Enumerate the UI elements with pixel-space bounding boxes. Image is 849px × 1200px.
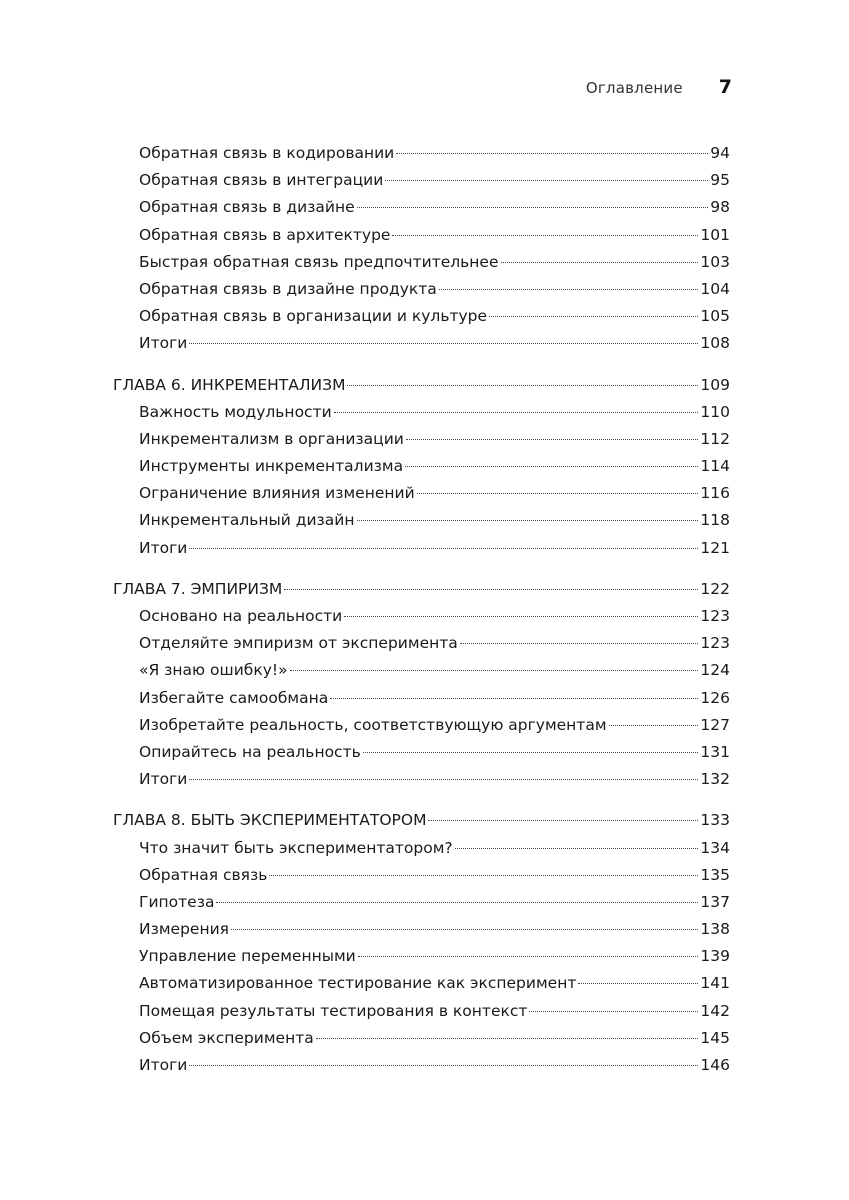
toc-entry-page: 118 xyxy=(700,511,730,530)
toc-entry-page: 126 xyxy=(700,688,730,707)
dot-leader xyxy=(189,548,698,549)
toc-entry-page: 121 xyxy=(700,538,730,557)
toc-entry-page: 146 xyxy=(700,1056,730,1074)
toc-chapter[interactable] xyxy=(113,576,730,603)
toc-entry[interactable] xyxy=(113,766,730,793)
toc-entry-title: Гипотеза xyxy=(139,892,215,911)
dot-leader xyxy=(363,752,699,753)
toc-entry-page: 124 xyxy=(700,661,730,680)
toc-entry-title: Важность модульности xyxy=(139,402,332,421)
toc-entry-page: 141 xyxy=(700,974,730,993)
toc-entry-page: 114 xyxy=(700,457,730,476)
toc-entry[interactable] xyxy=(113,507,730,534)
dot-leader xyxy=(529,1011,698,1012)
toc-entry-page: 131 xyxy=(700,742,730,761)
dot-leader xyxy=(460,643,699,644)
dot-leader xyxy=(231,929,698,930)
running-header-title: Оглавление xyxy=(585,79,683,97)
toc-entry-page: 104 xyxy=(700,279,730,298)
toc-entry[interactable] xyxy=(113,739,730,766)
dot-leader xyxy=(578,983,698,984)
toc-entry-page: 123 xyxy=(700,607,730,625)
dot-leader xyxy=(216,902,698,903)
toc-entry-page: 112 xyxy=(700,429,730,448)
dot-leader xyxy=(344,616,698,617)
toc-entry-title: Автоматизированное тестирование как эксперимент xyxy=(139,974,577,993)
dot-leader xyxy=(501,262,699,263)
toc-entry[interactable] xyxy=(113,167,730,194)
dot-leader xyxy=(417,493,699,494)
toc-entry-page: 137 xyxy=(700,892,730,911)
toc-entry[interactable] xyxy=(113,712,730,739)
dot-leader xyxy=(609,725,699,726)
dot-leader xyxy=(330,698,698,699)
toc-entry[interactable] xyxy=(113,1025,730,1052)
toc-entry[interactable] xyxy=(113,1052,730,1079)
page-number: 7 xyxy=(718,76,732,98)
toc-entry[interactable] xyxy=(113,453,730,480)
toc-entry-page: 139 xyxy=(700,947,730,966)
toc-entry-page: 132 xyxy=(700,770,730,789)
toc-entry-page: 116 xyxy=(700,484,730,503)
toc-entry-title: Инкрементализм в организации xyxy=(139,429,404,448)
toc-chapter-page: 109 xyxy=(700,375,730,394)
toc-entry[interactable] xyxy=(113,916,730,943)
toc-entry-title: Обратная связь в архитектуре xyxy=(139,225,391,244)
toc-entry-title: Обратная связь xyxy=(139,865,268,884)
toc-entry-title: Отделяйте эмпиризм от эксперимента xyxy=(139,634,458,653)
toc-entry-title: Управление переменными xyxy=(139,947,356,966)
toc-entry-title: Итоги xyxy=(139,334,188,353)
toc-entry-page: 94 xyxy=(710,144,730,162)
toc-entry[interactable] xyxy=(113,276,730,303)
toc-entry[interactable] xyxy=(113,399,730,426)
dot-leader xyxy=(385,180,708,181)
toc-entry[interactable] xyxy=(113,685,730,712)
toc-entry-title: Опирайтесь на реальность xyxy=(139,742,361,761)
dot-leader xyxy=(428,820,698,821)
toc-entry-title: Обратная связь в кодировании xyxy=(139,144,395,162)
dot-leader xyxy=(347,385,698,386)
toc-entry[interactable] xyxy=(113,835,730,862)
toc-entry-page: 145 xyxy=(700,1028,730,1047)
toc-entry-title: Что значит быть экспериментатором? xyxy=(139,838,453,857)
toc-entry[interactable] xyxy=(113,249,730,276)
toc-entry-page: 123 xyxy=(700,634,730,653)
toc-chapter-title: ГЛАВА 6. ИНКРЕМЕНТАЛИЗМ xyxy=(113,375,346,394)
toc-entry-title: Обратная связь в организации и культуре xyxy=(139,307,488,326)
toc-entry-page: 135 xyxy=(700,865,730,884)
toc-entry-page: 98 xyxy=(710,198,730,217)
toc-entry[interactable] xyxy=(113,862,730,889)
toc-chapter[interactable] xyxy=(113,807,730,834)
toc-entry-page: 110 xyxy=(700,402,730,421)
dot-leader xyxy=(189,343,698,344)
dot-leader xyxy=(189,779,698,780)
toc-entry-title: Измерения xyxy=(139,920,229,939)
toc-entry-page: 95 xyxy=(710,171,730,190)
dot-leader xyxy=(455,848,699,849)
toc-entry[interactable] xyxy=(113,222,730,249)
toc-entry-title: Основано на реальности xyxy=(139,607,343,625)
dot-leader xyxy=(405,466,698,467)
toc-entry[interactable] xyxy=(113,889,730,916)
toc-entry-page: 134 xyxy=(700,838,730,857)
toc-entry-page: 138 xyxy=(700,920,730,939)
dot-leader xyxy=(357,207,709,208)
dot-leader xyxy=(406,439,699,440)
toc-entry[interactable] xyxy=(113,630,730,657)
dot-leader xyxy=(290,670,699,671)
toc-entry-title: Итоги xyxy=(139,538,188,557)
toc-entry-page: 127 xyxy=(700,715,730,734)
toc-entry-page: 103 xyxy=(700,252,730,271)
toc-entry-title: Избегайте самообмана xyxy=(139,688,329,707)
toc-entry-page: 142 xyxy=(700,1001,730,1020)
dot-leader xyxy=(489,316,698,317)
dot-leader xyxy=(392,235,698,236)
toc-entry-page: 105 xyxy=(700,307,730,326)
toc-entry[interactable] xyxy=(113,426,730,453)
dot-leader xyxy=(396,153,708,154)
toc-entry[interactable] xyxy=(113,970,730,997)
dot-leader xyxy=(284,589,698,590)
toc-entry[interactable] xyxy=(113,330,730,357)
toc-entry[interactable] xyxy=(113,480,730,507)
toc-entry-title: Ограничение влияния изменений xyxy=(139,484,415,503)
dot-leader xyxy=(357,520,699,521)
toc-entry[interactable] xyxy=(113,657,730,684)
toc-entry-title: Изобретайте реальность, соответствующую аргументам xyxy=(139,715,607,734)
toc-entry[interactable] xyxy=(113,998,730,1025)
toc-entry-title: Обратная связь в дизайне продукта xyxy=(139,279,437,298)
dot-leader xyxy=(358,956,699,957)
toc-entry-page: 108 xyxy=(700,334,730,353)
toc-chapter[interactable] xyxy=(113,372,730,399)
toc-entry-title: «Я знаю ошибку!» xyxy=(139,661,288,680)
running-header xyxy=(586,76,732,98)
toc-entry-title: Помещая результаты тестирования в контекст xyxy=(139,1001,528,1020)
toc-entry-page: 101 xyxy=(700,225,730,244)
toc-entry-title: Итоги xyxy=(139,1056,188,1074)
dot-leader xyxy=(316,1038,699,1039)
toc-entry-title: Быстрая обратная связь предпочтительнее xyxy=(139,252,499,271)
dot-leader xyxy=(439,289,699,290)
toc-entry-title: Итоги xyxy=(139,770,188,789)
toc-entry-title: Обратная связь в интеграции xyxy=(139,171,384,190)
dot-leader xyxy=(269,875,698,876)
toc-chapter-title: ГЛАВА 8. БЫТЬ ЭКСПЕРИМЕНТАТОРОМ xyxy=(113,811,427,830)
toc-chapter-title: ГЛАВА 7. ЭМПИРИЗМ xyxy=(113,579,283,598)
toc-entry-title: Инкрементальный дизайн xyxy=(139,511,355,530)
toc-entry[interactable] xyxy=(113,194,730,221)
table-of-contents xyxy=(113,140,730,1079)
toc-entry[interactable] xyxy=(113,303,730,330)
toc-entry[interactable] xyxy=(113,943,730,970)
toc-entry-title: Объем эксперимента xyxy=(139,1028,314,1047)
dot-leader xyxy=(334,412,699,413)
toc-entry[interactable] xyxy=(113,140,730,167)
toc-chapter-page: 133 xyxy=(700,811,730,830)
toc-entry[interactable] xyxy=(113,535,730,562)
toc-entry-title: Инструменты инкрементализма xyxy=(139,457,404,476)
toc-entry[interactable] xyxy=(113,603,730,630)
dot-leader xyxy=(189,1065,698,1066)
toc-entry-title: Обратная связь в дизайне xyxy=(139,198,355,217)
toc-chapter-page: 122 xyxy=(700,579,730,598)
